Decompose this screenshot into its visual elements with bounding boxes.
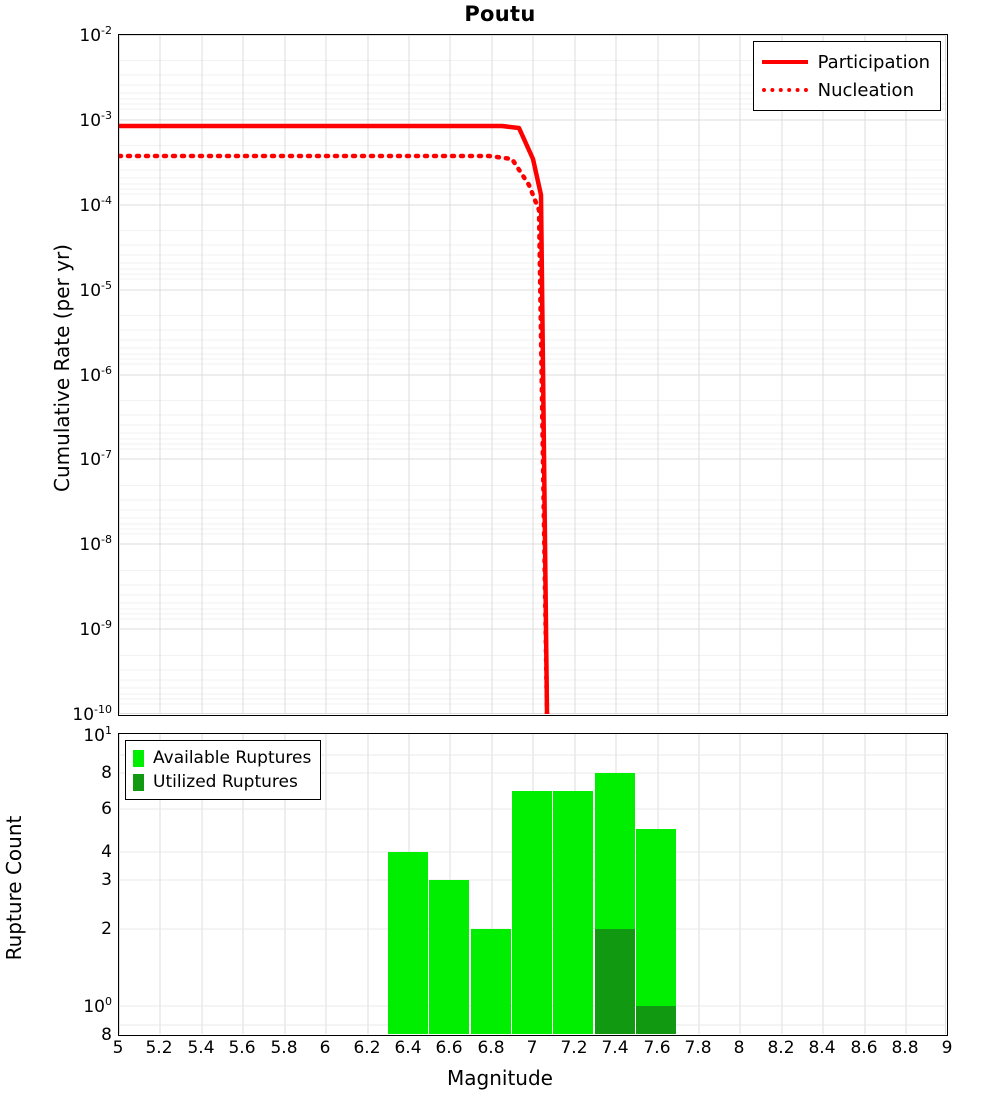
y-tick: 2 xyxy=(101,919,112,939)
square-swatch-icon xyxy=(133,750,144,767)
y-tick: $10^{-3}$ xyxy=(79,109,112,131)
x-axis-label: Magnitude xyxy=(447,1066,553,1090)
y-tick: $10^{-7}$ xyxy=(79,448,112,470)
legend-item-nucleation[interactable] xyxy=(762,76,930,104)
legend-label-available: Available Ruptures xyxy=(153,748,312,768)
x-tick: 7 xyxy=(526,1038,538,1058)
x-tick: 8.8 xyxy=(891,1038,919,1058)
x-tick: 5.6 xyxy=(228,1038,256,1058)
legend-item-participation[interactable] xyxy=(762,48,930,76)
x-tick: 8 xyxy=(733,1038,745,1058)
x-tick: 5 xyxy=(112,1038,124,1058)
legend-top[interactable] xyxy=(753,41,941,111)
x-tick: 7.8 xyxy=(684,1038,712,1058)
legend-item-utilized-ruptures[interactable] xyxy=(133,770,311,794)
legend-item-available-ruptures[interactable] xyxy=(133,746,311,770)
x-tick: 5.4 xyxy=(187,1038,215,1058)
cumulative-rate-plot xyxy=(118,34,948,716)
dotted-line-swatch-icon xyxy=(762,88,808,92)
y-tick: $10^{-9}$ xyxy=(79,618,112,640)
series-participation xyxy=(119,126,547,714)
x-tick: 8.2 xyxy=(767,1038,795,1058)
top-y-axis-label: Cumulative Rate (per yr) xyxy=(50,244,74,492)
top-plot-canvas xyxy=(119,35,946,714)
x-tick: 5.2 xyxy=(145,1038,173,1058)
x-tick: 6.8 xyxy=(477,1038,505,1058)
y-tick: $10^{-2}$ xyxy=(79,24,112,46)
y-tick: $10^{-10}$ xyxy=(72,703,112,725)
legend-bottom[interactable] xyxy=(125,740,321,800)
x-tick: 6.4 xyxy=(394,1038,422,1058)
page-title: Poutu xyxy=(464,2,536,26)
y-tick: $10^1$ xyxy=(83,724,112,746)
y-tick: $10^{-8}$ xyxy=(79,533,112,555)
x-tick: 7.6 xyxy=(643,1038,671,1058)
y-tick: $10^{-6}$ xyxy=(79,364,112,386)
legend-label-nucleation: Nucleation xyxy=(817,79,914,101)
square-swatch-icon xyxy=(133,774,144,791)
x-tick: 6.6 xyxy=(435,1038,463,1058)
legend-label-participation: Participation xyxy=(817,51,930,73)
x-axis xyxy=(112,1038,953,1062)
y-tick: 3 xyxy=(101,870,112,890)
rupture-count-plot xyxy=(118,733,948,1036)
x-tick: 7.4 xyxy=(601,1038,629,1058)
x-tick: 6 xyxy=(319,1038,331,1058)
y-tick: 6 xyxy=(101,799,112,819)
y-tick: 8 xyxy=(101,763,112,783)
x-tick: 8.6 xyxy=(850,1038,878,1058)
x-tick: 6.2 xyxy=(353,1038,381,1058)
x-tick: 9 xyxy=(941,1038,953,1058)
series-nucleation xyxy=(119,156,547,714)
x-tick: 7.2 xyxy=(560,1038,588,1058)
line-swatch-icon xyxy=(762,60,808,64)
y-tick: $10^0$ xyxy=(83,995,112,1017)
x-tick: 8.4 xyxy=(808,1038,836,1058)
legend-label-utilized: Utilized Ruptures xyxy=(153,772,298,792)
y-tick: 8 xyxy=(101,1025,112,1045)
bottom-y-axis-label: Rupture Count xyxy=(2,815,26,961)
y-tick: 4 xyxy=(101,842,112,862)
y-tick: $10^{-5}$ xyxy=(79,279,112,301)
y-tick: $10^{-4}$ xyxy=(79,194,112,216)
x-tick: 5.8 xyxy=(270,1038,298,1058)
